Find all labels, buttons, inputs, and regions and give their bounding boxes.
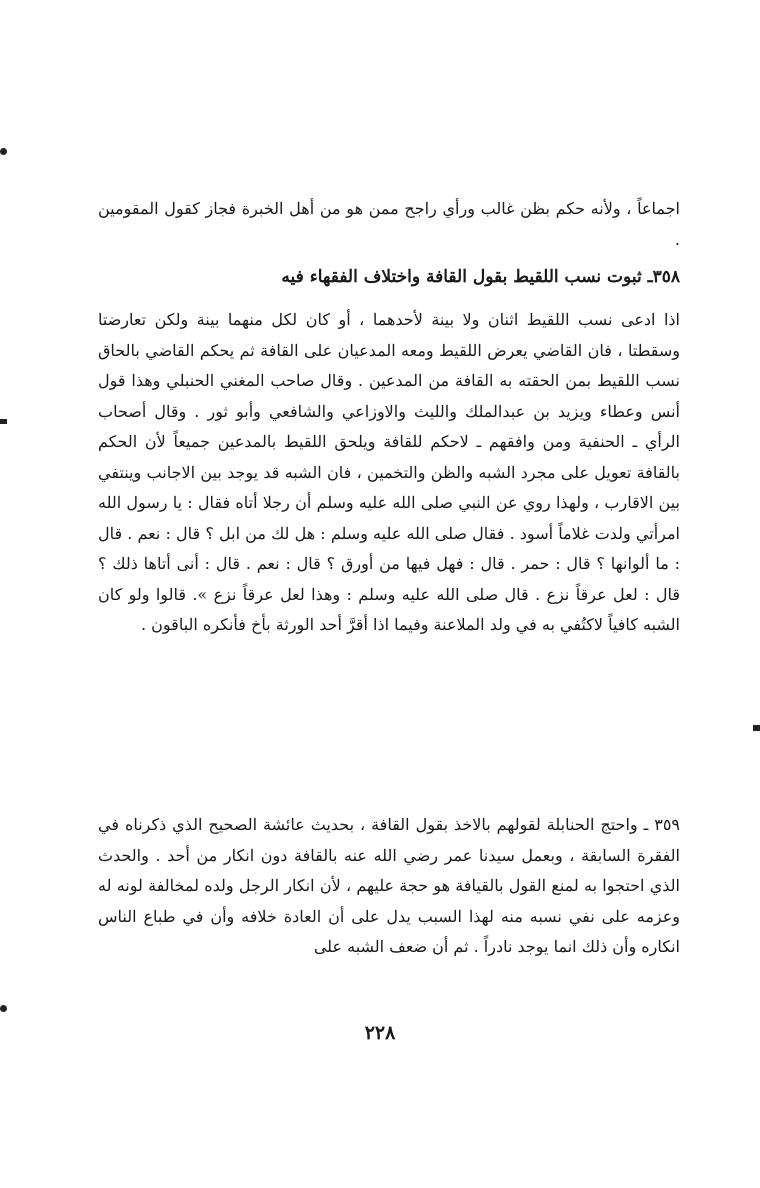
margin-mark [0, 419, 7, 424]
section-358-heading: ٣٥٨ـ ثبوت نسب اللقيط بقول القافة واختلاف الفقهاء فيه [281, 267, 680, 287]
intro-paragraph: اجماعاً ، ولأنه حكم بظن غالب ورأي راجح ممن هو من أهل الخبرة فجاز كقول المقومين . [98, 199, 680, 249]
margin-mark [0, 1005, 7, 1012]
margin-mark [0, 148, 7, 155]
margin-mark [753, 725, 760, 731]
section-358-paragraph: اذا ادعى نسب اللقيط اثنان ولا بينة لأحدهما ، أو كان لكل منهما بينة ولكن تعارضتا وسقطتا ، فان القاضي يعرض اللقيط ومعه المدعيان على القافة ثم يحكم القاضي بالحاق نسب اللقيط بمن الحقته به القافة من المدعين . وقال صاحب المغني الحنبلي وهذا قول أنس وعطاء ويزيد بن عبدالملك والليث والاوزاعي والشافعي وأبو ثور . وقال أصحاب الرأي ـ الحنفية ومن وافقهم ـ لاحكم للقافة ويلحق اللقيط بالمدعين جميعاً لأن الحكم بالقافة تعويل على مجرد الشبه والظن والتخمين ، فان الشبه قد يوجد بين الاجانب وينتفي بين الاقارب ، ولهذا روي عن النبي صلى الله عليه وسلم أن رجلا أتاه فقال : يا رسول الله امرأتي ولدت غلاماً أسود . فقال صلى الله عليه وسلم : هل لك من ابل ؟ قال : نعم . قال : ما ألوانها ؟ قال : حمر . قال : فهل فيها من أورق ؟ قال : نعم . قال : أنى أتاها ذلك ؟ قال : لعل عرقاً نزع . قال صلى الله عليه وسلم : وهذا لعل عرقاً نزع ». قالوا ولو كان الشبه كافياً لاكتُفي به في ولد الملاعنة وفيما اذا أقرَّ أحد الورثة بأخ فأنكره الباقون . [98, 310, 681, 634]
section-359-paragraph: ٣٥٩ ـ واحتج الحنابلة لقولهم بالاخذ بقول القافة ، بحديث عائشة الصحيح الذي ذكرناه في الفقرة السابقة ، وبعمل سيدنا عمر رضي الله عنه بالقافة دون انكار من أحد . والحدث الذي احتجوا به لمنع القول بالقيافة هو حجة عليهم ، لأن انكار الرجل ولده لمخالفة لونه له وعزمه على نفي نسبه منه لهذا السبب يدل على أن العادة خلافه وأن في طباع الناس انكاره وأن ذلك انما يوجد نادراً . ثم أن ضعف الشبه على [98, 815, 680, 956]
page-number: ٢٢٨ [364, 1022, 396, 1044]
